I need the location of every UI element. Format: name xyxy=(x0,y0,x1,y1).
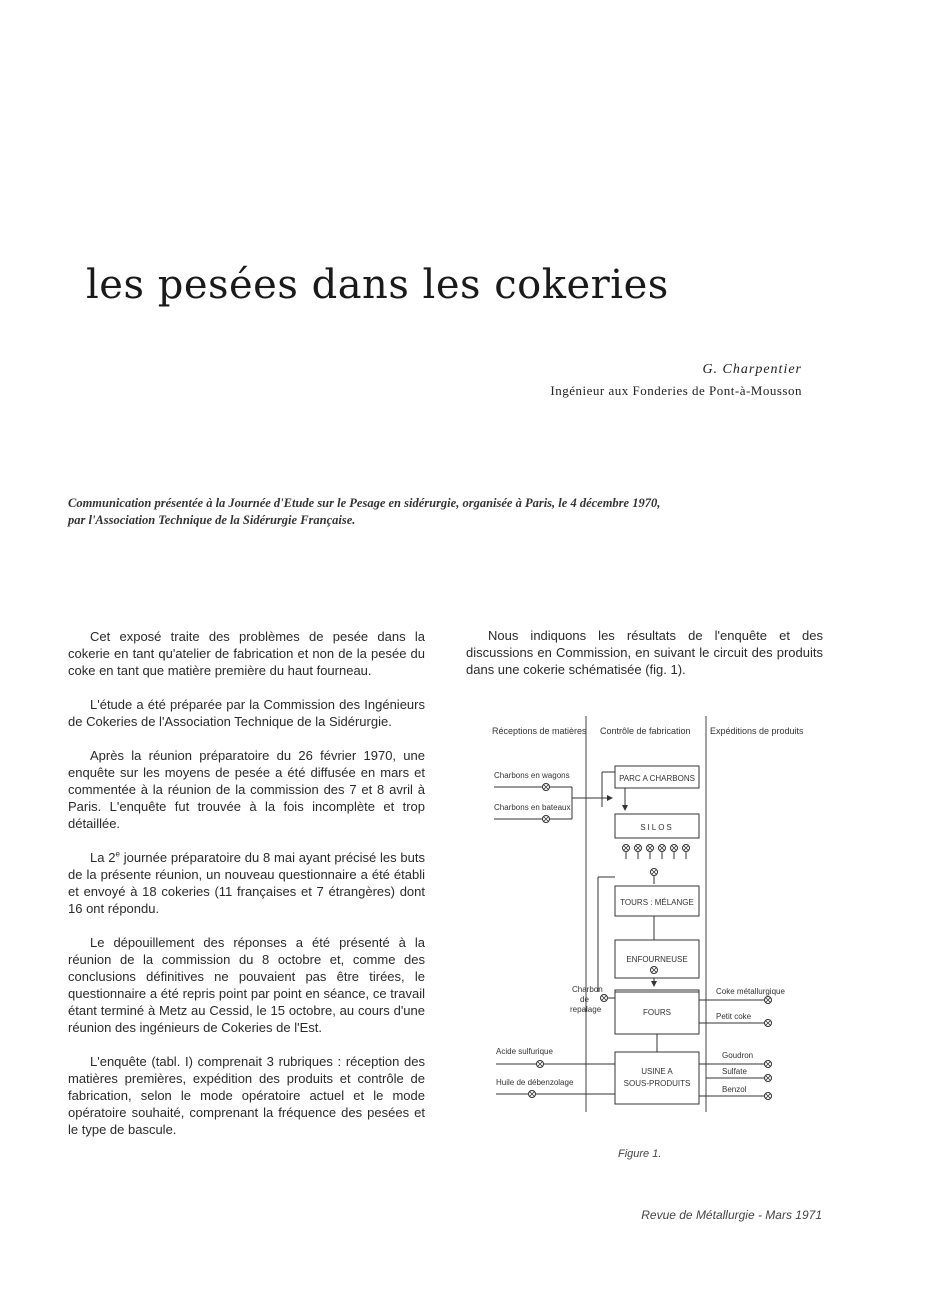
left-column xyxy=(68,628,425,1155)
svg-text:TOURS : MÉLANGE: TOURS : MÉLANGE xyxy=(620,898,694,907)
input-label: Charbons en bateaux xyxy=(494,803,571,812)
svg-text:ENFOURNEUSE: ENFOURNEUSE xyxy=(626,955,688,964)
communication-note xyxy=(68,495,838,529)
output-label: Goudron xyxy=(722,1051,754,1060)
communication-line-2: par l'Association Technique de la Sidérurgie Française. xyxy=(68,513,356,527)
box-sous-produits xyxy=(615,1052,699,1104)
paragraph: Le dépouillement des réponses a été présenté à la réunion de la commission du 8 octobre et, comme des conclusions définitives ne pouvaient pas être tirées, le questionnaire a été repris point par point en séance, ce travail étant terminé à Metz au Cessid, le 15 octobre, au cours d'une réunion des ingénieurs de Cokeries de l'Est. xyxy=(68,935,425,1035)
paragraph: L'enquête (tabl. I) comprenait 3 rubriques : réception des matières premières, expédition des produits et contrôle de fabrication, selon le mode opératoire actuel et le mode opératoire souhaité, comprenant la fréquence des pesées et le type de bascule. xyxy=(68,1054,425,1137)
journal-footer: Revue de Métallurgie - Mars 1971 xyxy=(641,1208,822,1222)
input-label: Huile de débenzolage xyxy=(496,1078,574,1087)
right-column xyxy=(466,627,823,695)
output-label: Sulfate xyxy=(722,1067,747,1076)
author-name: G. Charpentier xyxy=(702,362,802,377)
output-label: Coke métallurgique xyxy=(716,987,785,996)
repalage-label: Charbon xyxy=(572,985,603,994)
input-label: Charbons en wagons xyxy=(494,771,570,780)
figure-caption: Figure 1. xyxy=(618,1148,662,1160)
output-label: Benzol xyxy=(722,1085,747,1094)
author-affiliation: Ingénieur aux Fonderies de Pont-à-Mousson xyxy=(550,383,802,398)
paragraph: Nous indiquons les résultats de l'enquête et des discussions en Commission, en suivant le circuit des produits dans une cokerie schématisée (fig. 1). xyxy=(466,628,823,677)
article-title: les pesées dans les cokeries xyxy=(86,262,669,308)
silo-valves xyxy=(623,845,690,860)
svg-text:USINE A: USINE A xyxy=(641,1067,673,1076)
coking-plant-diagram xyxy=(480,712,810,1132)
svg-text:SILOS: SILOS xyxy=(640,823,674,832)
paragraph-text: La 2 xyxy=(90,850,116,865)
communication-line-1: Communication présentée à la Journée d'Etude sur le Pesage en sidérurgie, organisée à Paris, le 4 décembre 1970, xyxy=(68,496,661,510)
paragraph: Cet exposé traite des problèmes de pesée dans la cokerie en tant qu'atelier de fabrication et non de la pesée du coke en tant que matière première du haut fourneau. xyxy=(68,629,425,678)
paragraph xyxy=(68,849,425,917)
svg-text:PARC A CHARBONS: PARC A CHARBONS xyxy=(619,774,695,783)
output-label: Petit coke xyxy=(716,1012,752,1021)
paragraph: L'étude a été préparée par la Commission des Ingénieurs de Cokeries de l'Association Technique de la Sidérurgie. xyxy=(68,697,425,729)
repalage-label: de xyxy=(580,995,589,1004)
paragraph: Après la réunion préparatoire du 26 février 1970, une enquête sur les moyens de pesée a été diffusée en mars et commentée à la réunion de la commission des 7 et 8 avril à Paris. L'enquête fut trouvée à la fois incomplète et trop détaillée. xyxy=(68,748,425,831)
svg-text:FOURS: FOURS xyxy=(643,1008,671,1017)
header-controle: Contrôle de fabrication xyxy=(600,726,691,736)
svg-text:SOUS-PRODUITS: SOUS-PRODUITS xyxy=(623,1079,691,1088)
input-label: Acide sulfurique xyxy=(496,1047,553,1056)
header-expeditions: Expéditions de produits xyxy=(710,726,804,736)
superscript: e xyxy=(115,849,120,859)
header-receptions: Réceptions de matières xyxy=(492,726,587,736)
repalage-label: repalage xyxy=(570,1005,602,1014)
paragraph-text: journée préparatoire du 8 mai ayant précisé les buts de la présente réunion, un nouveau questionnaire a été établi et envoyé à 18 cokeries (11 françaises et 7 étrangères) dont 16 ont répondu. xyxy=(68,850,425,916)
